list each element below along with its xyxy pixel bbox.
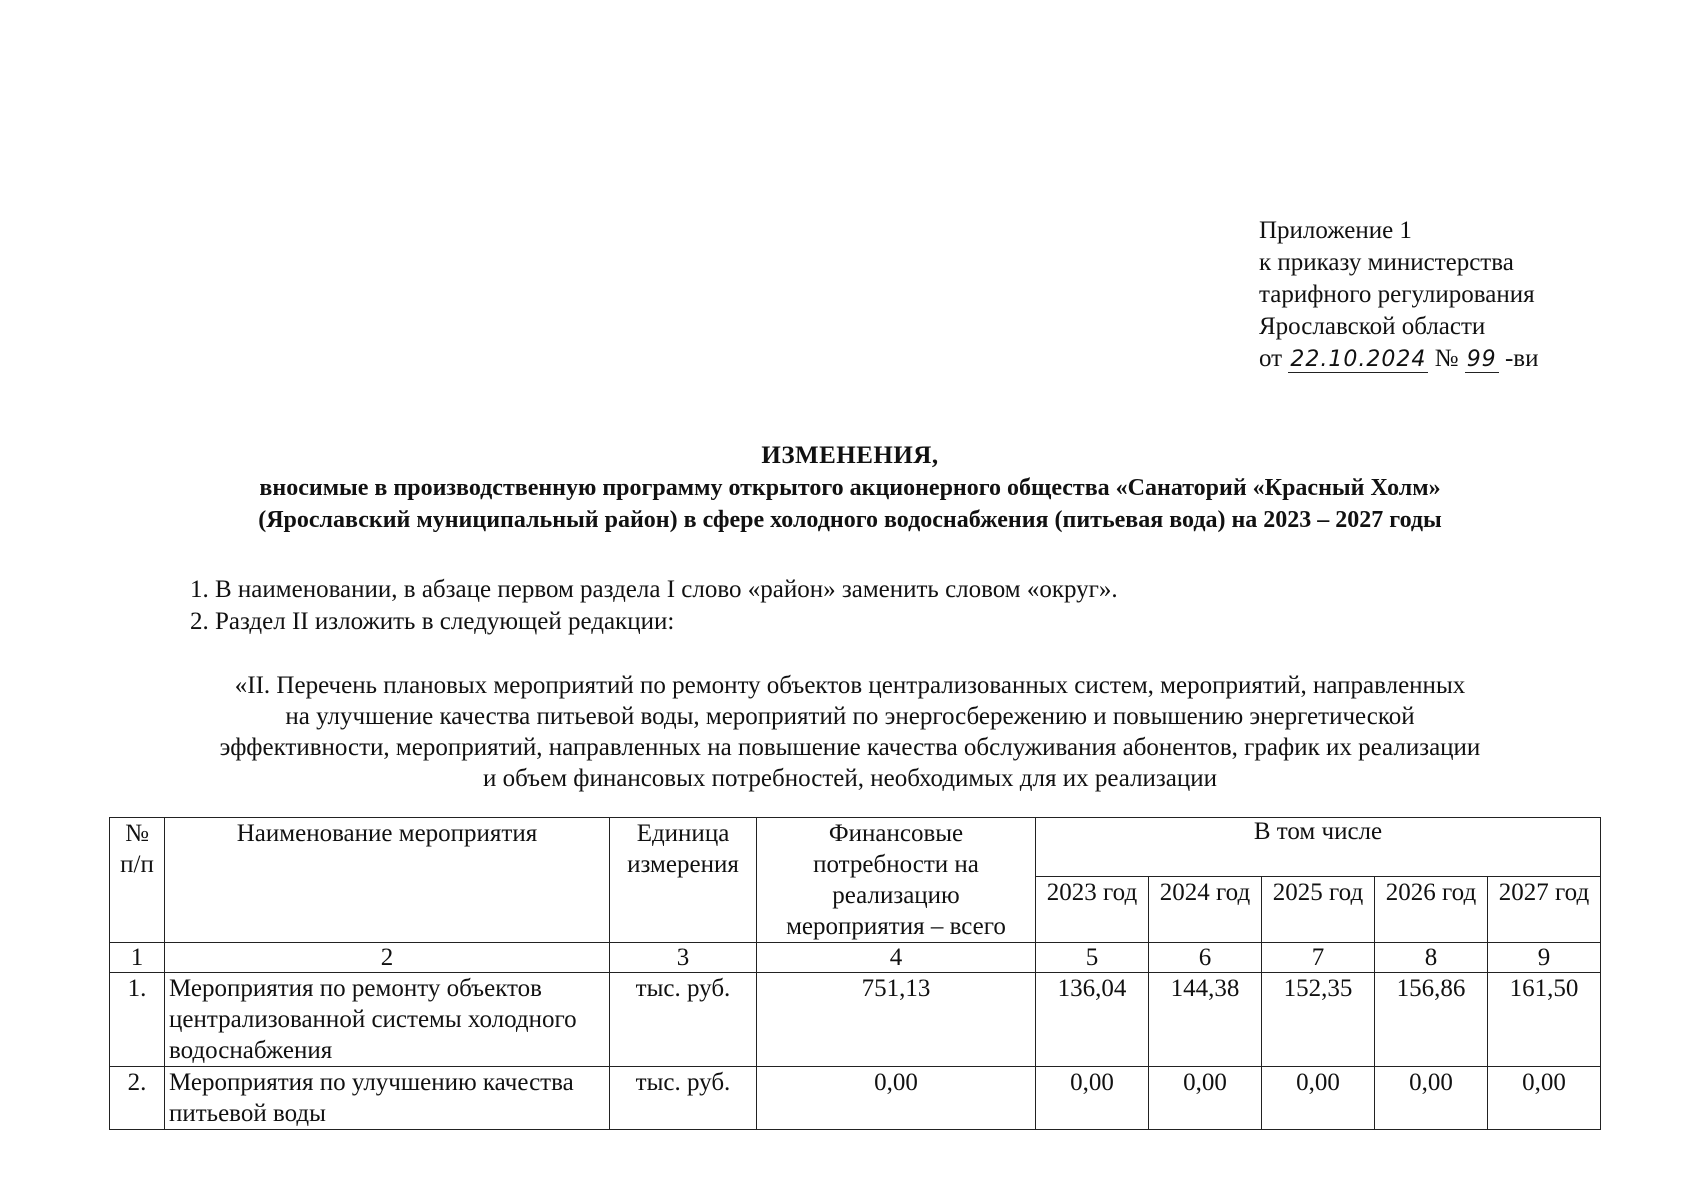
column-index: 7 [1262, 943, 1375, 973]
header-num: № п/п [110, 818, 165, 943]
header-year: 2027 год [1488, 877, 1601, 943]
row-year-value: 0,00 [1036, 1067, 1149, 1130]
row-unit: тыс. руб. [610, 1067, 757, 1130]
number-prefix: № [1434, 345, 1459, 372]
number-suffix: -ви [1504, 345, 1539, 372]
row-year-value: 0,00 [1375, 1067, 1488, 1130]
row-num: 1. [110, 973, 165, 1067]
column-index: 8 [1375, 943, 1488, 973]
header-including: В том числе [1036, 818, 1601, 877]
change-item: 1. В наименовании, в абзаце первом раздела I слово «район» заменить словом «округ». [190, 576, 1118, 603]
row-unit: тыс. руб. [610, 973, 757, 1067]
appendix-block [1259, 215, 1538, 375]
table-row [110, 973, 1601, 1067]
row-year-value: 0,00 [1149, 1067, 1262, 1130]
appendix-line: Ярославской области [1259, 313, 1486, 340]
header-name: Наименование мероприятия [165, 818, 610, 943]
column-index: 4 [757, 943, 1036, 973]
row-name: Мероприятия по ремонту объектов централизованной системы холодного водоснабжения [165, 973, 610, 1067]
appendix-line: тарифного регулирования [1259, 281, 1535, 308]
section-heading-line: эффективности, мероприятий, направленных на повышение качества обслуживания абонентов, график их реализации [219, 734, 1481, 761]
section-heading-line: на улучшение качества питьевой воды, мероприятий по энергосбережению и повышению энергетической [285, 703, 1415, 730]
table-row [110, 1067, 1601, 1130]
header-financial: Финансовые потребности на реализацию мероприятия – всего [757, 818, 1036, 943]
header-year: 2023 год [1036, 877, 1149, 943]
column-index: 9 [1488, 943, 1601, 973]
appendix-line: Приложение 1 [1259, 217, 1412, 244]
document-title [100, 440, 1600, 536]
handwritten-number: 99 [1466, 347, 1497, 372]
title-subtitle-line1: вносимые в производственную программу открытого акционерного общества «Санаторий «Красный Холм» [259, 475, 1441, 501]
row-year-value: 144,38 [1149, 973, 1262, 1067]
row-year-value: 156,86 [1375, 973, 1488, 1067]
change-item: 2. Раздел II изложить в следующей редакции: [190, 608, 675, 635]
header-year: 2024 год [1149, 877, 1262, 943]
title-main: ИЗМЕНЕНИЯ, [761, 442, 939, 469]
changes-list [190, 574, 1118, 638]
column-index: 1 [110, 943, 165, 973]
column-index-row [110, 943, 1601, 973]
section-heading-line: «II. Перечень плановых мероприятий по ремонту объектов централизованных систем, мероприятий, направленных [234, 672, 1466, 699]
title-subtitle-line2: (Ярославский муниципальный район) в сфере холодного водоснабжения (питьевая вода) на 2023 – 2027 годы [258, 507, 1442, 533]
row-year-value: 0,00 [1262, 1067, 1375, 1130]
row-total: 0,00 [757, 1067, 1036, 1130]
row-total: 751,13 [757, 973, 1036, 1067]
row-name: Мероприятия по улучшению качества питьевой воды [165, 1067, 610, 1130]
section-heading-line: и объем финансовых потребностей, необходимых для их реализации [482, 765, 1218, 792]
handwritten-date: 22.10.2024 [1290, 347, 1427, 372]
column-index: 2 [165, 943, 610, 973]
appendix-line: к приказу министерства [1259, 249, 1514, 276]
header-unit: Единица измерения [610, 818, 757, 943]
row-year-value: 152,35 [1262, 973, 1375, 1067]
row-year-value: 0,00 [1488, 1067, 1601, 1130]
row-num: 2. [110, 1067, 165, 1130]
section-heading [120, 670, 1580, 794]
activities-table [109, 817, 1601, 1130]
date-prefix: от [1259, 345, 1283, 372]
row-year-value: 136,04 [1036, 973, 1149, 1067]
appendix-date-line [1259, 343, 1538, 375]
row-year-value: 161,50 [1488, 973, 1601, 1067]
column-index: 3 [610, 943, 757, 973]
header-year: 2026 год [1375, 877, 1488, 943]
column-index: 6 [1149, 943, 1262, 973]
header-year: 2025 год [1262, 877, 1375, 943]
column-index: 5 [1036, 943, 1149, 973]
